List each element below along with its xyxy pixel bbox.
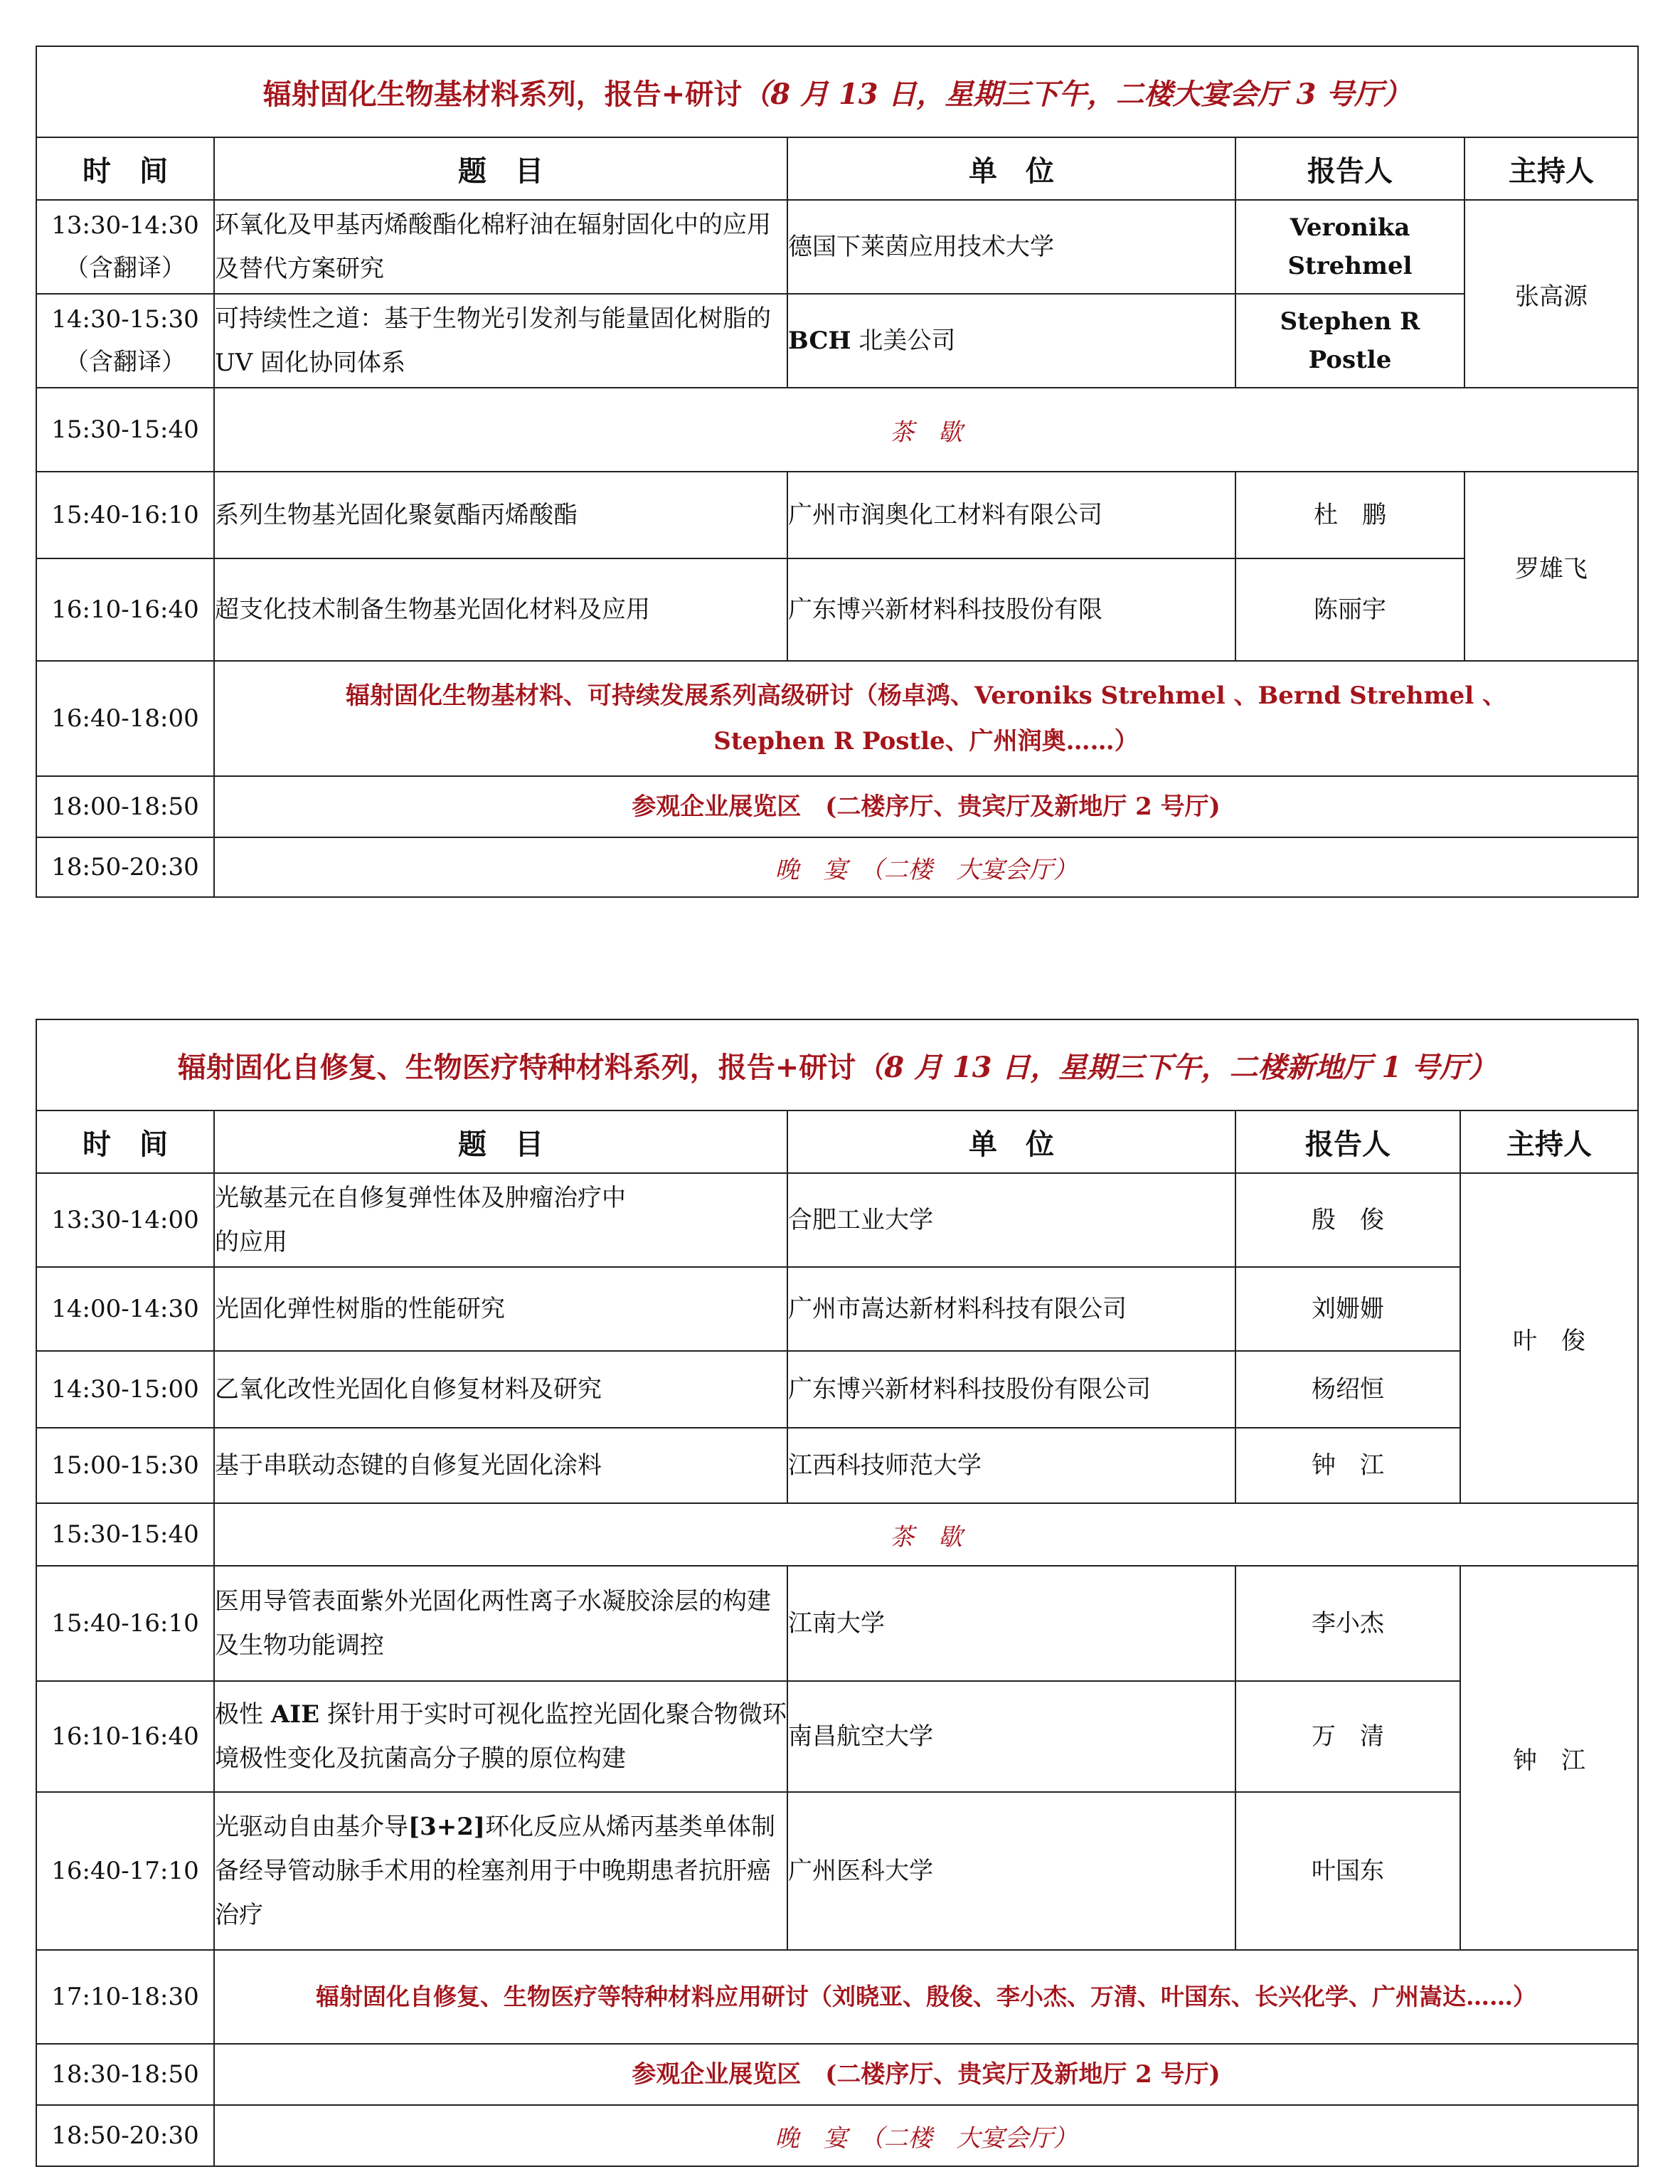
organization-cell: 江西科技师范大学 (787, 1428, 1235, 1503)
organization-cell: 广州市润奥化工材料有限公司 (787, 472, 1235, 558)
time-cell: 16:40-18:00 (36, 661, 214, 776)
topic-cell: 基于串联动态键的自修复光固化涂料 (214, 1428, 787, 1503)
table-row (36, 558, 1638, 661)
topic-cell (214, 1173, 787, 1267)
session-2-schedule-table (36, 1019, 1639, 2167)
organization-cell: 广东博兴新材料科技股份有限公司 (787, 1351, 1235, 1428)
session-1-title-date: （8 月 13 日，星期三下午，二楼大宴会厅 3 号厅） (742, 77, 1412, 111)
table-row (36, 1428, 1638, 1503)
topic-line-2: 的应用 (215, 1228, 287, 1256)
topic-cell: 乙氧化改性光固化自修复材料及研究 (214, 1351, 787, 1428)
table-row (36, 1173, 1638, 1267)
session-1-title (36, 46, 1638, 137)
header-time: 时 间 (36, 137, 214, 200)
organization-cell: 广州市嵩达新材料科技有限公司 (787, 1267, 1235, 1351)
session-2-title-main: 辐射固化自修复、生物医疗特种材料系列，报告+研讨 (177, 1050, 856, 1084)
exhibition-cell: 参观企业展览区 (二楼序厅、贵宾厅及新地厅 2 号厅) (214, 776, 1638, 837)
speaker-cell: 李小杰 (1235, 1566, 1460, 1681)
seminar-line-1: 辐射固化生物基材料、可持续发展系列高级研讨（杨卓鸿、Veroniks Strehmel 、Bernd Strehmel 、 (345, 682, 1507, 710)
table-row (36, 294, 1638, 388)
header-topic: 题 目 (214, 137, 787, 200)
header-organization: 单 位 (787, 137, 1235, 200)
time-cell: 18:50-20:30 (36, 837, 214, 897)
organization-cell: 江南大学 (787, 1566, 1235, 1681)
topic-cell: 光固化弹性树脂的性能研究 (214, 1267, 787, 1351)
topic-line-1: 光敏基元在自修复弹性体及肿瘤治疗中 (215, 1184, 626, 1212)
session-2-title (36, 1019, 1638, 1110)
speaker-cell: 叶国东 (1235, 1792, 1460, 1950)
header-speaker: 报告人 (1235, 137, 1464, 200)
seminar-line-2: Stephen R Postle、广州润奥……） (713, 727, 1139, 756)
session-1-schedule-table (36, 46, 1639, 898)
exhibition-cell: 参观企业展览区 (二楼序厅、贵宾厅及新地厅 2 号厅) (214, 2044, 1638, 2105)
host-cell: 钟 江 (1460, 1566, 1638, 1950)
table-row (36, 1792, 1638, 1950)
tea-break-cell: 茶 歇 (214, 388, 1638, 472)
table-row (36, 2105, 1638, 2166)
topic-abbrev: [3+2] (408, 1813, 485, 1841)
translation-note: （含翻译） (65, 348, 186, 376)
organization-cell (787, 294, 1235, 388)
time-cell: 18:50-20:30 (36, 2105, 214, 2166)
time-cell: 17:10-18:30 (36, 1950, 214, 2044)
time-cell: 16:40-17:10 (36, 1792, 214, 1950)
table-row (36, 1950, 1638, 2044)
table-row (36, 2044, 1638, 2105)
host-cell: 张高源 (1464, 200, 1638, 388)
organization-name: 北美公司 (851, 327, 956, 355)
topic-cell: 超支化技术制备生物基光固化材料及应用 (214, 558, 787, 661)
organization-cell: 南昌航空大学 (787, 1681, 1235, 1792)
table-row (36, 1267, 1638, 1351)
time-cell (36, 294, 214, 388)
speaker-cell: Veronika Strehmel (1235, 200, 1464, 294)
time-cell: 16:10-16:40 (36, 1681, 214, 1792)
organization-cell: 德国下莱茵应用技术大学 (787, 200, 1235, 294)
time-text: 13:30-14:30 (51, 211, 199, 240)
topic-text: 极性 (215, 1700, 271, 1729)
dinner-cell: 晚 宴 （二楼 大宴会厅） (214, 837, 1638, 897)
table-row (36, 472, 1638, 558)
table-row (36, 661, 1638, 776)
seminar-cell (214, 661, 1638, 776)
organization-cell: 广东博兴新材料科技股份有限 (787, 558, 1235, 661)
speaker-cell: 钟 江 (1235, 1428, 1460, 1503)
table-row (36, 388, 1638, 472)
table-row (36, 1566, 1638, 1681)
speaker-cell: 刘姗姗 (1235, 1267, 1460, 1351)
tea-break-cell: 茶 歇 (214, 1503, 1638, 1566)
translation-note: （含翻译） (65, 254, 186, 282)
topic-cell: 医用导管表面紫外光固化两性离子水凝胶涂层的构建及生物功能调控 (214, 1566, 787, 1681)
table-row (36, 837, 1638, 897)
dinner-cell: 晚 宴 （二楼 大宴会厅） (214, 2105, 1638, 2166)
time-cell: 16:10-16:40 (36, 558, 214, 661)
organization-abbrev: BCH (788, 327, 851, 355)
speaker-cell: 万 清 (1235, 1681, 1460, 1792)
table-row (36, 1503, 1638, 1566)
session-2-title-date: （8 月 13 日，星期三下午，二楼新地厅 1 号厅） (856, 1050, 1497, 1084)
header-speaker: 报告人 (1235, 1110, 1460, 1173)
time-cell: 15:00-15:30 (36, 1428, 214, 1503)
time-text: 14:30-15:30 (51, 305, 199, 334)
session-1-title-main: 辐射固化生物基材料系列，报告+研讨 (262, 77, 743, 111)
time-cell: 18:00-18:50 (36, 776, 214, 837)
time-cell: 15:40-16:10 (36, 472, 214, 558)
table-row (36, 776, 1638, 837)
topic-cell: 环氧化及甲基丙烯酸酯化棉籽油在辐射固化中的应用及替代方案研究 (214, 200, 787, 294)
topic-cell: 系列生物基光固化聚氨酯丙烯酸酯 (214, 472, 787, 558)
time-cell: 15:40-16:10 (36, 1566, 214, 1681)
header-host: 主持人 (1464, 137, 1638, 200)
time-cell: 13:30-14:00 (36, 1173, 214, 1267)
speaker-cell: Stephen R Postle (1235, 294, 1464, 388)
table-row (36, 1681, 1638, 1792)
topic-abbrev: AIE (270, 1700, 320, 1729)
organization-cell: 合肥工业大学 (787, 1173, 1235, 1267)
table-row (36, 200, 1638, 294)
speaker-cell: 陈丽宇 (1235, 558, 1464, 661)
header-host: 主持人 (1460, 1110, 1638, 1173)
host-cell: 罗雄飞 (1464, 472, 1638, 661)
time-cell: 14:30-15:00 (36, 1351, 214, 1428)
time-cell: 14:00-14:30 (36, 1267, 214, 1351)
topic-text: 光驱动自由基介导 (215, 1813, 408, 1841)
speaker-cell: 杜 鹏 (1235, 472, 1464, 558)
header-time: 时 间 (36, 1110, 214, 1173)
topic-cell: 可持续性之道：基于生物光引发剂与能量固化树脂的 UV 固化协同体系 (214, 294, 787, 388)
time-cell: 15:30-15:40 (36, 1503, 214, 1566)
topic-text: 探针用于实时可视化监控光固化聚合物微环境极性变化及抗菌高分子膜的原位构建 (215, 1700, 787, 1773)
header-topic: 题 目 (214, 1110, 787, 1173)
header-organization: 单 位 (787, 1110, 1235, 1173)
table-row (36, 1351, 1638, 1428)
time-cell (36, 200, 214, 294)
topic-text: 环化反应从烯丙基类单体制备经导管动脉手术用的栓塞剂用于中晚期患者抗肝癌治疗 (215, 1813, 775, 1929)
topic-cell (214, 1681, 787, 1792)
host-cell: 叶 俊 (1460, 1173, 1638, 1503)
seminar-cell: 辐射固化自修复、生物医疗等特种材料应用研讨（刘晓亚、殷俊、李小杰、万清、叶国东、长兴化学、广州嵩达……） (214, 1950, 1638, 2044)
organization-cell: 广州医科大学 (787, 1792, 1235, 1950)
speaker-cell: 殷 俊 (1235, 1173, 1460, 1267)
topic-cell (214, 1792, 787, 1950)
time-cell: 15:30-15:40 (36, 388, 214, 472)
speaker-cell: 杨绍恒 (1235, 1351, 1460, 1428)
time-cell: 18:30-18:50 (36, 2044, 214, 2105)
